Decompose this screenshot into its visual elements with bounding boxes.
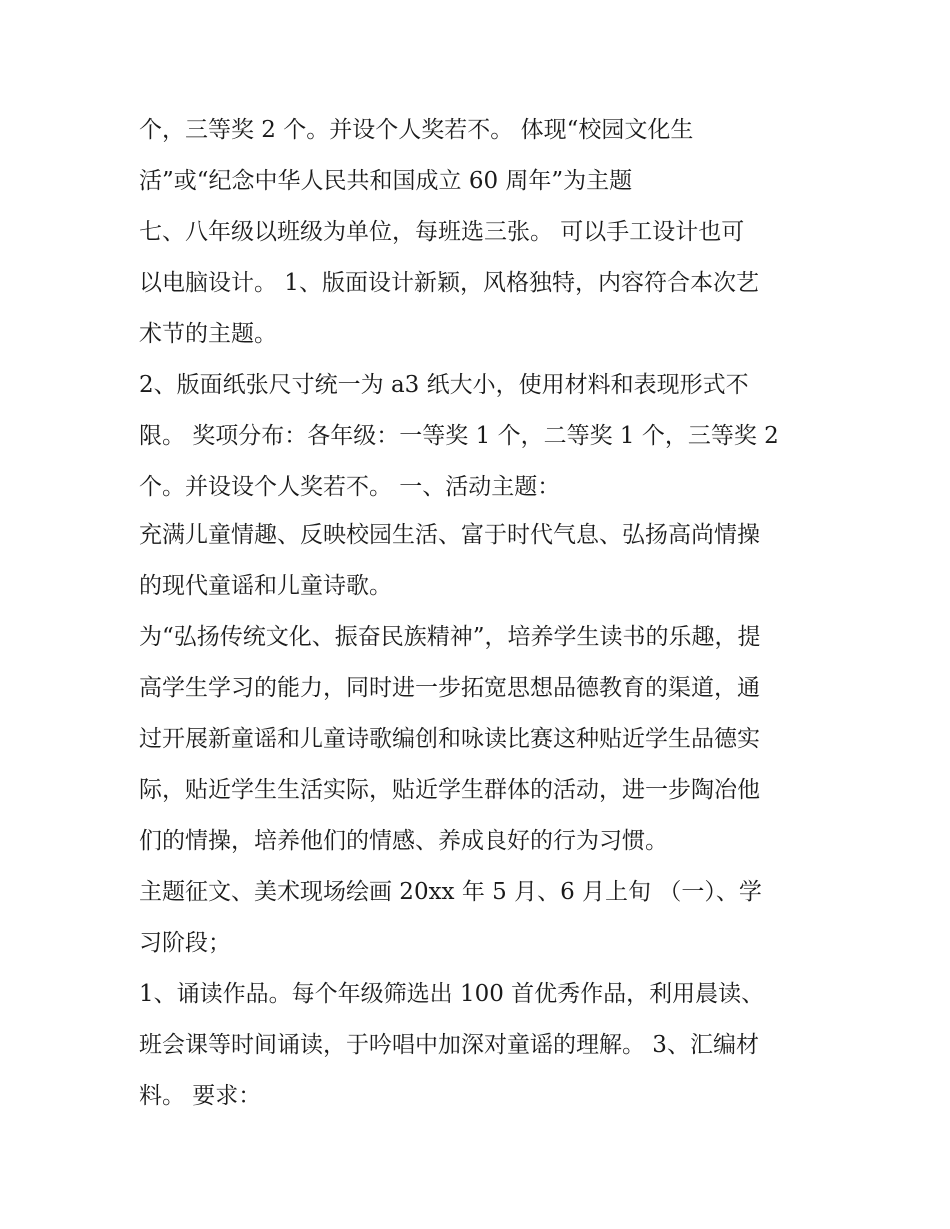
text-line: 们的情操，培养他们的情感、养成良好的行为习惯。	[139, 828, 668, 854]
text-line: 主题征文、美术现场绘画 20xx 年 5 月、6 月上旬 （一）、学	[139, 879, 762, 905]
text-line: 际，贴近学生生活实际，贴近学生群体的活动，进一步陶冶他	[139, 777, 760, 803]
text-line: 习阶段；	[139, 930, 231, 956]
text-line: 为“弘扬传统文化、振奋民族精神”，培养学生读书的乐趣，提	[139, 624, 761, 650]
text-line: 限。 奖项分布：各年级：一等奖 1 个，二等奖 1 个，三等奖 2	[139, 423, 779, 449]
text-line: 班会课等时间诵读，于吟唱中加深对童谣的理解。 3、汇编材	[139, 1032, 759, 1058]
text-line: 个。并设设个人奖若不。 一、活动主题：	[139, 474, 561, 500]
text-line: 1、诵读作品。每个年级筛选出 100 首优秀作品，利用晨读、	[139, 981, 765, 1007]
text-line: 高学生学习的能力，同时进一步拓宽思想品德教育的渠道，通	[139, 675, 760, 701]
text-line: 充满儿童情趣、反映校园生活、富于时代气息、弘扬高尚情操	[139, 522, 760, 548]
text-line: 过开展新童谣和儿童诗歌编创和咏读比赛这种贴近学生品德实	[139, 726, 760, 752]
text-line: 2、版面纸张尺寸统一为 a3 纸大小，使用材料和表现形式不	[139, 372, 749, 398]
text-line: 个，三等奖 2 个。并设个人奖若不。 体现“校园文化生	[139, 117, 694, 143]
text-line: 术节的主题。	[139, 321, 277, 347]
text-line: 七、八年级以班级为单位，每班选三张。 可以手工设计也可	[139, 219, 745, 245]
text-line: 以电脑设计。 1、版面设计新颖，风格独特，内容符合本次艺	[139, 270, 759, 296]
text-line: 料。 要求：	[139, 1083, 262, 1109]
text-line: 的现代童谣和儿童诗歌。	[139, 573, 392, 599]
text-line: 活”或“纪念中华人民共和国成立 60 周年”为主题	[139, 168, 633, 194]
